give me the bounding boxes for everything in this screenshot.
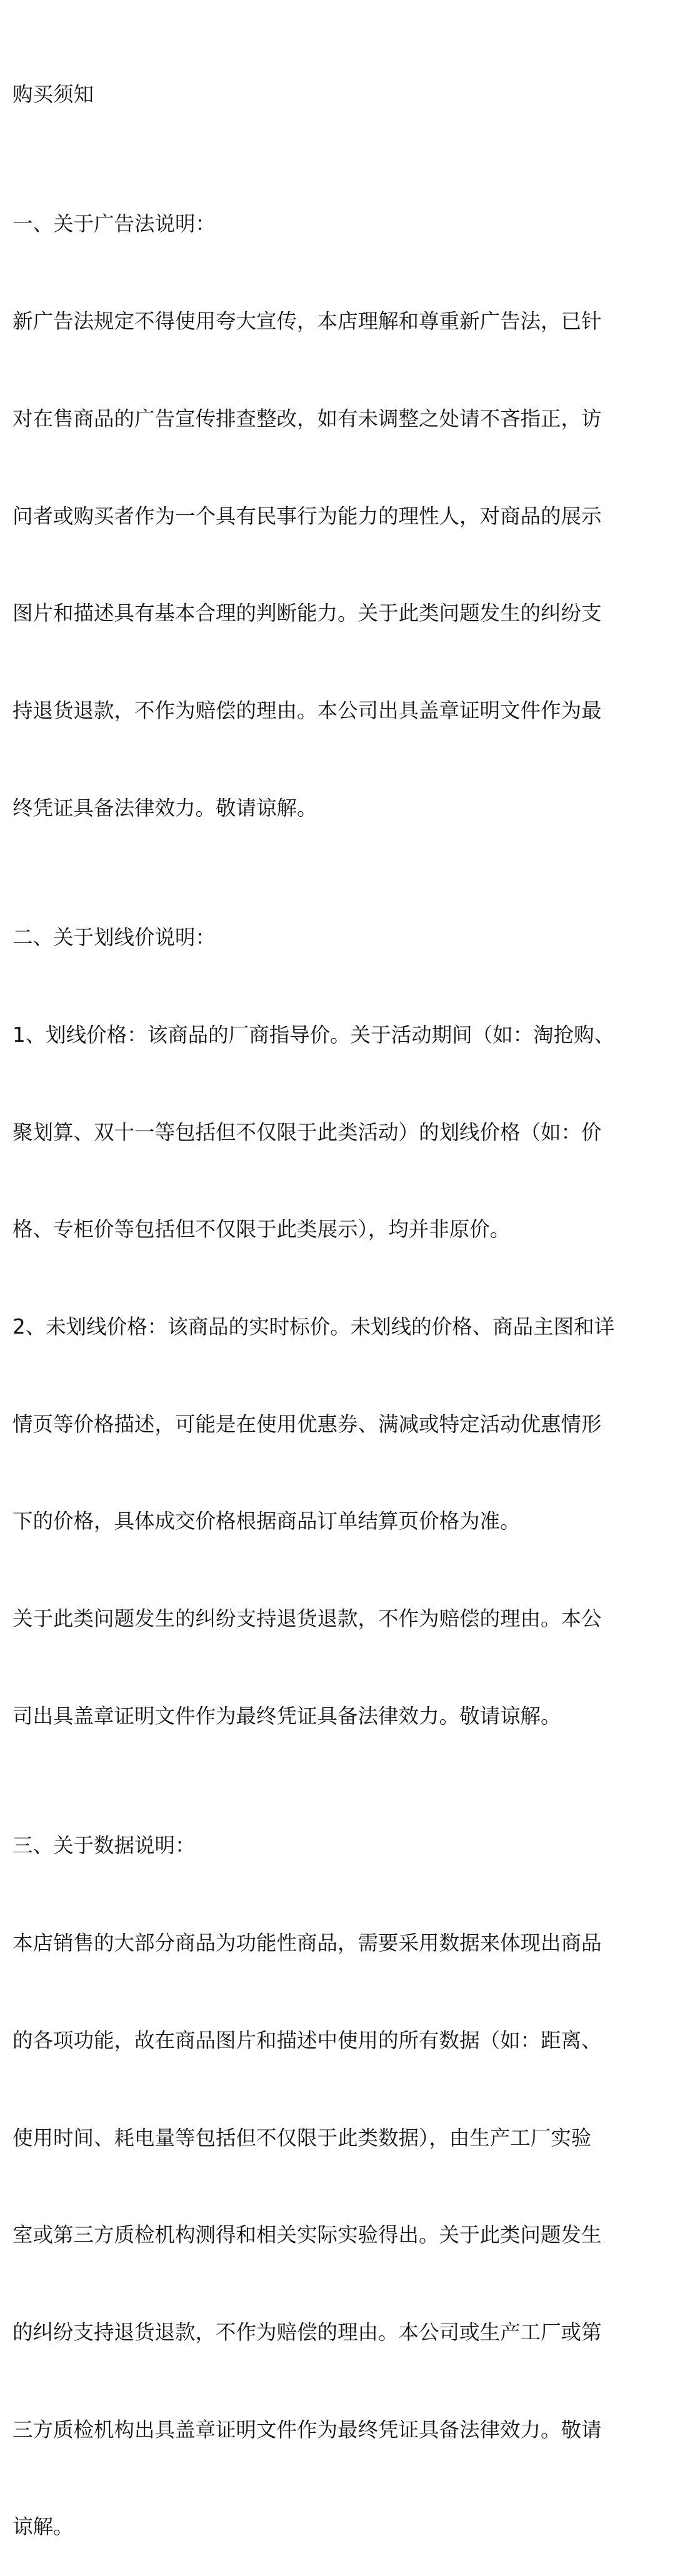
body-line: 持退货退款，不作为赔偿的理由。本公司出具盖章证明文件作为最: [12, 698, 602, 722]
body-line: 室或第三方质检机构测得和相关实际实验得出。关于此类问题发生: [12, 2223, 602, 2247]
body-line: 下的价格，具体成交价格根据商品订单结算页价格为准。: [12, 1509, 521, 1534]
body-line: 图片和描述具有基本合理的判断能力。关于此类问题发生的纠纷支: [12, 601, 602, 626]
body-line: 对在售商品的广告宣传排查整改，如有未调整之处请不吝指正，访: [12, 406, 602, 431]
section-heading-advertising-law: 一、关于广告法说明：: [12, 212, 216, 236]
body-line: 的各项功能，故在商品图片和描述中使用的所有数据（如：距离、: [12, 2028, 602, 2052]
body-line: 问者或购买者作为一个具有民事行为能力的理性人，对商品的展示: [12, 504, 602, 528]
body-line: 新广告法规定不得使用夸大宣传，本店理解和尊重新广告法，已针: [12, 309, 602, 334]
document-title: 购买须知: [12, 82, 94, 106]
body-line: 终凭证具备法律效力。敬请谅解。: [12, 796, 318, 820]
section-heading-strikethrough-price: 二、关于划线价说明：: [12, 926, 216, 950]
notice-document: [12, 14, 665, 2576]
body-line: 情页等价格描述，可能是在使用优惠券、满减或特定活动优惠情形: [12, 1412, 602, 1436]
body-line: 的纠纷支持退货退款，不作为赔偿的理由。本公司或生产工厂或第: [12, 2320, 602, 2344]
body-line: 1、划线价格：该商品的厂商指导价。关于活动期间（如：淘抢购、: [12, 1022, 615, 1047]
body-line: 谅解。: [12, 2515, 74, 2539]
body-line: 2、未划线价格：该商品的实时标价。未划线的价格、商品主图和详: [12, 1315, 615, 1339]
body-line: 聚划算、双十一等包括但不仅限于此类活动）的划线价格（如：价: [12, 1120, 602, 1144]
body-line: 司出具盖章证明文件作为最终凭证具备法律效力。敬请谅解。: [12, 1704, 561, 1728]
section-heading-data: 三、关于数据说明：: [12, 1834, 196, 1858]
body-line: 本店销售的大部分商品为功能性商品，需要采用数据来体现出商品: [12, 1931, 602, 1955]
body-line: 使用时间、耗电量等包括但不仅限于此类数据），由生产工厂实验: [12, 2125, 592, 2150]
body-line: 格、专柜价等包括但不仅限于此类展示），均并非原价。: [12, 1217, 511, 1242]
body-line: 三方质检机构出具盖章证明文件作为最终凭证具备法律效力。敬请: [12, 2417, 602, 2442]
body-line: 关于此类问题发生的纠纷支持退货退款，不作为赔偿的理由。本公: [12, 1607, 602, 1631]
